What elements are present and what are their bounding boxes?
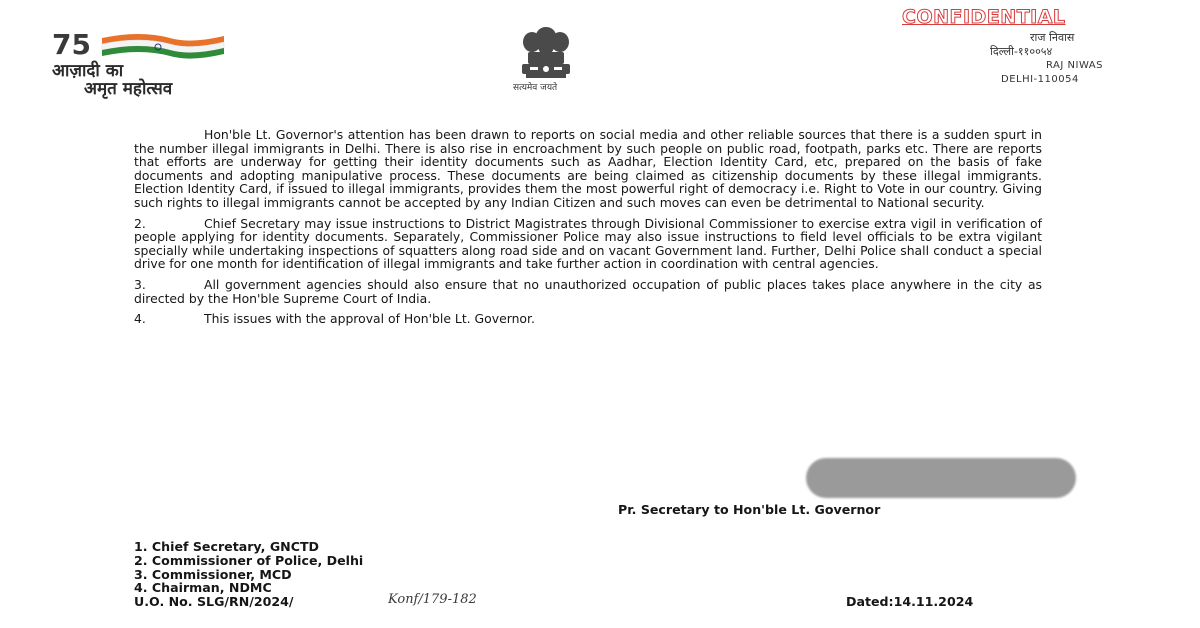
recipients-list [134, 540, 363, 595]
address-english-line-2: DELHI-110054 [1001, 74, 1079, 85]
paragraph-1-text: Hon'ble Lt. Governor's attention has been drawn to reports on social media and other reliable sources that there is a sudden spurt in the number illegal immigrants in Delhi. There is also rise in encroachment by such people on public road, footpath, parks etc. There are reports that efforts are underway for getting their identity documents such as Aadhar, Election Identity Card, etc, prepared on the basis of fake documents and adopting manipulative process. These documents are being claimed as citizenship documents by these illegal immigrants. Election Identity Card, if issued to illegal immigrants, provides them the most powerful right of democracy i.e. Right to Vote in our country. Giving such rights to illegal immigrants cannot be accepted by any Indian Citizen and such moves can even be detrimental to National security. [134, 127, 1042, 210]
paragraph-1 [134, 128, 1042, 210]
letter-body [134, 128, 1042, 333]
emblem-motto: सत्यमेव जयते [513, 83, 558, 93]
azadi-ka-amrit-mahotsav-logo [40, 28, 260, 108]
redacted-signature [806, 458, 1076, 498]
address-hindi-line-1: राज निवास [1030, 31, 1075, 44]
paragraph-2-text: Chief Secretary may issue instructions to District Magistrates through Divisional Commissioner to exercise extra vigil in verification of people applying for identity documents. Separately, Commissioner Police may also issue instructions to field level officials to be extra vigilant specially while undertaking inspections of squatters along road side and on vacant Government land. Further, Delhi Police shall conduct a special drive for one month for identification of illegal immigrants and take further action in coordination with central agencies. [134, 215, 1042, 272]
uo-number: U.O. No. SLG/RN/2024/ [134, 594, 294, 609]
recipient-item: 1. Chief Secretary, GNCTD [134, 539, 319, 554]
logo-line-2: अमृत महोत्सव [84, 79, 173, 99]
uo-number-handwritten: Konf/179-182 [388, 592, 477, 607]
address-english-line-1: RAJ NIWAS [1046, 60, 1103, 71]
address-hindi-line-2: दिल्ली-११००५४ [990, 45, 1053, 58]
recipient-item: 2. Commissioner of Police, Delhi [134, 552, 364, 568]
paragraph-3 [134, 278, 1042, 305]
date-line: Dated:14.11.2024 [846, 594, 974, 609]
recipient-item: 4. Chairman, NDMC [134, 580, 272, 596]
paragraph-2 [134, 217, 1042, 271]
paragraph-3-text: All government agencies should also ensure that no unauthorized occupation of public places takes place anywhere in the city as directed by the Hon'ble Supreme Court of India. [134, 276, 1042, 306]
paragraph-3-number: 3. [134, 276, 146, 292]
confidential-stamp: CONFIDENTIAL [902, 6, 1066, 28]
paragraph-4 [134, 312, 1042, 326]
logo-line-1: आज़ादी का [52, 61, 124, 81]
signatory-title: Pr. Secretary to Hon'ble Lt. Governor [618, 502, 881, 517]
logo-number: 75 [52, 28, 91, 61]
paragraph-4-text: This issues with the approval of Hon'ble Lt. Governor. [204, 311, 535, 327]
paragraph-2-number: 2. [134, 215, 146, 231]
paragraph-4-number: 4. [134, 311, 146, 327]
recipient-item: 3. Commissioner, MCD [134, 566, 292, 582]
